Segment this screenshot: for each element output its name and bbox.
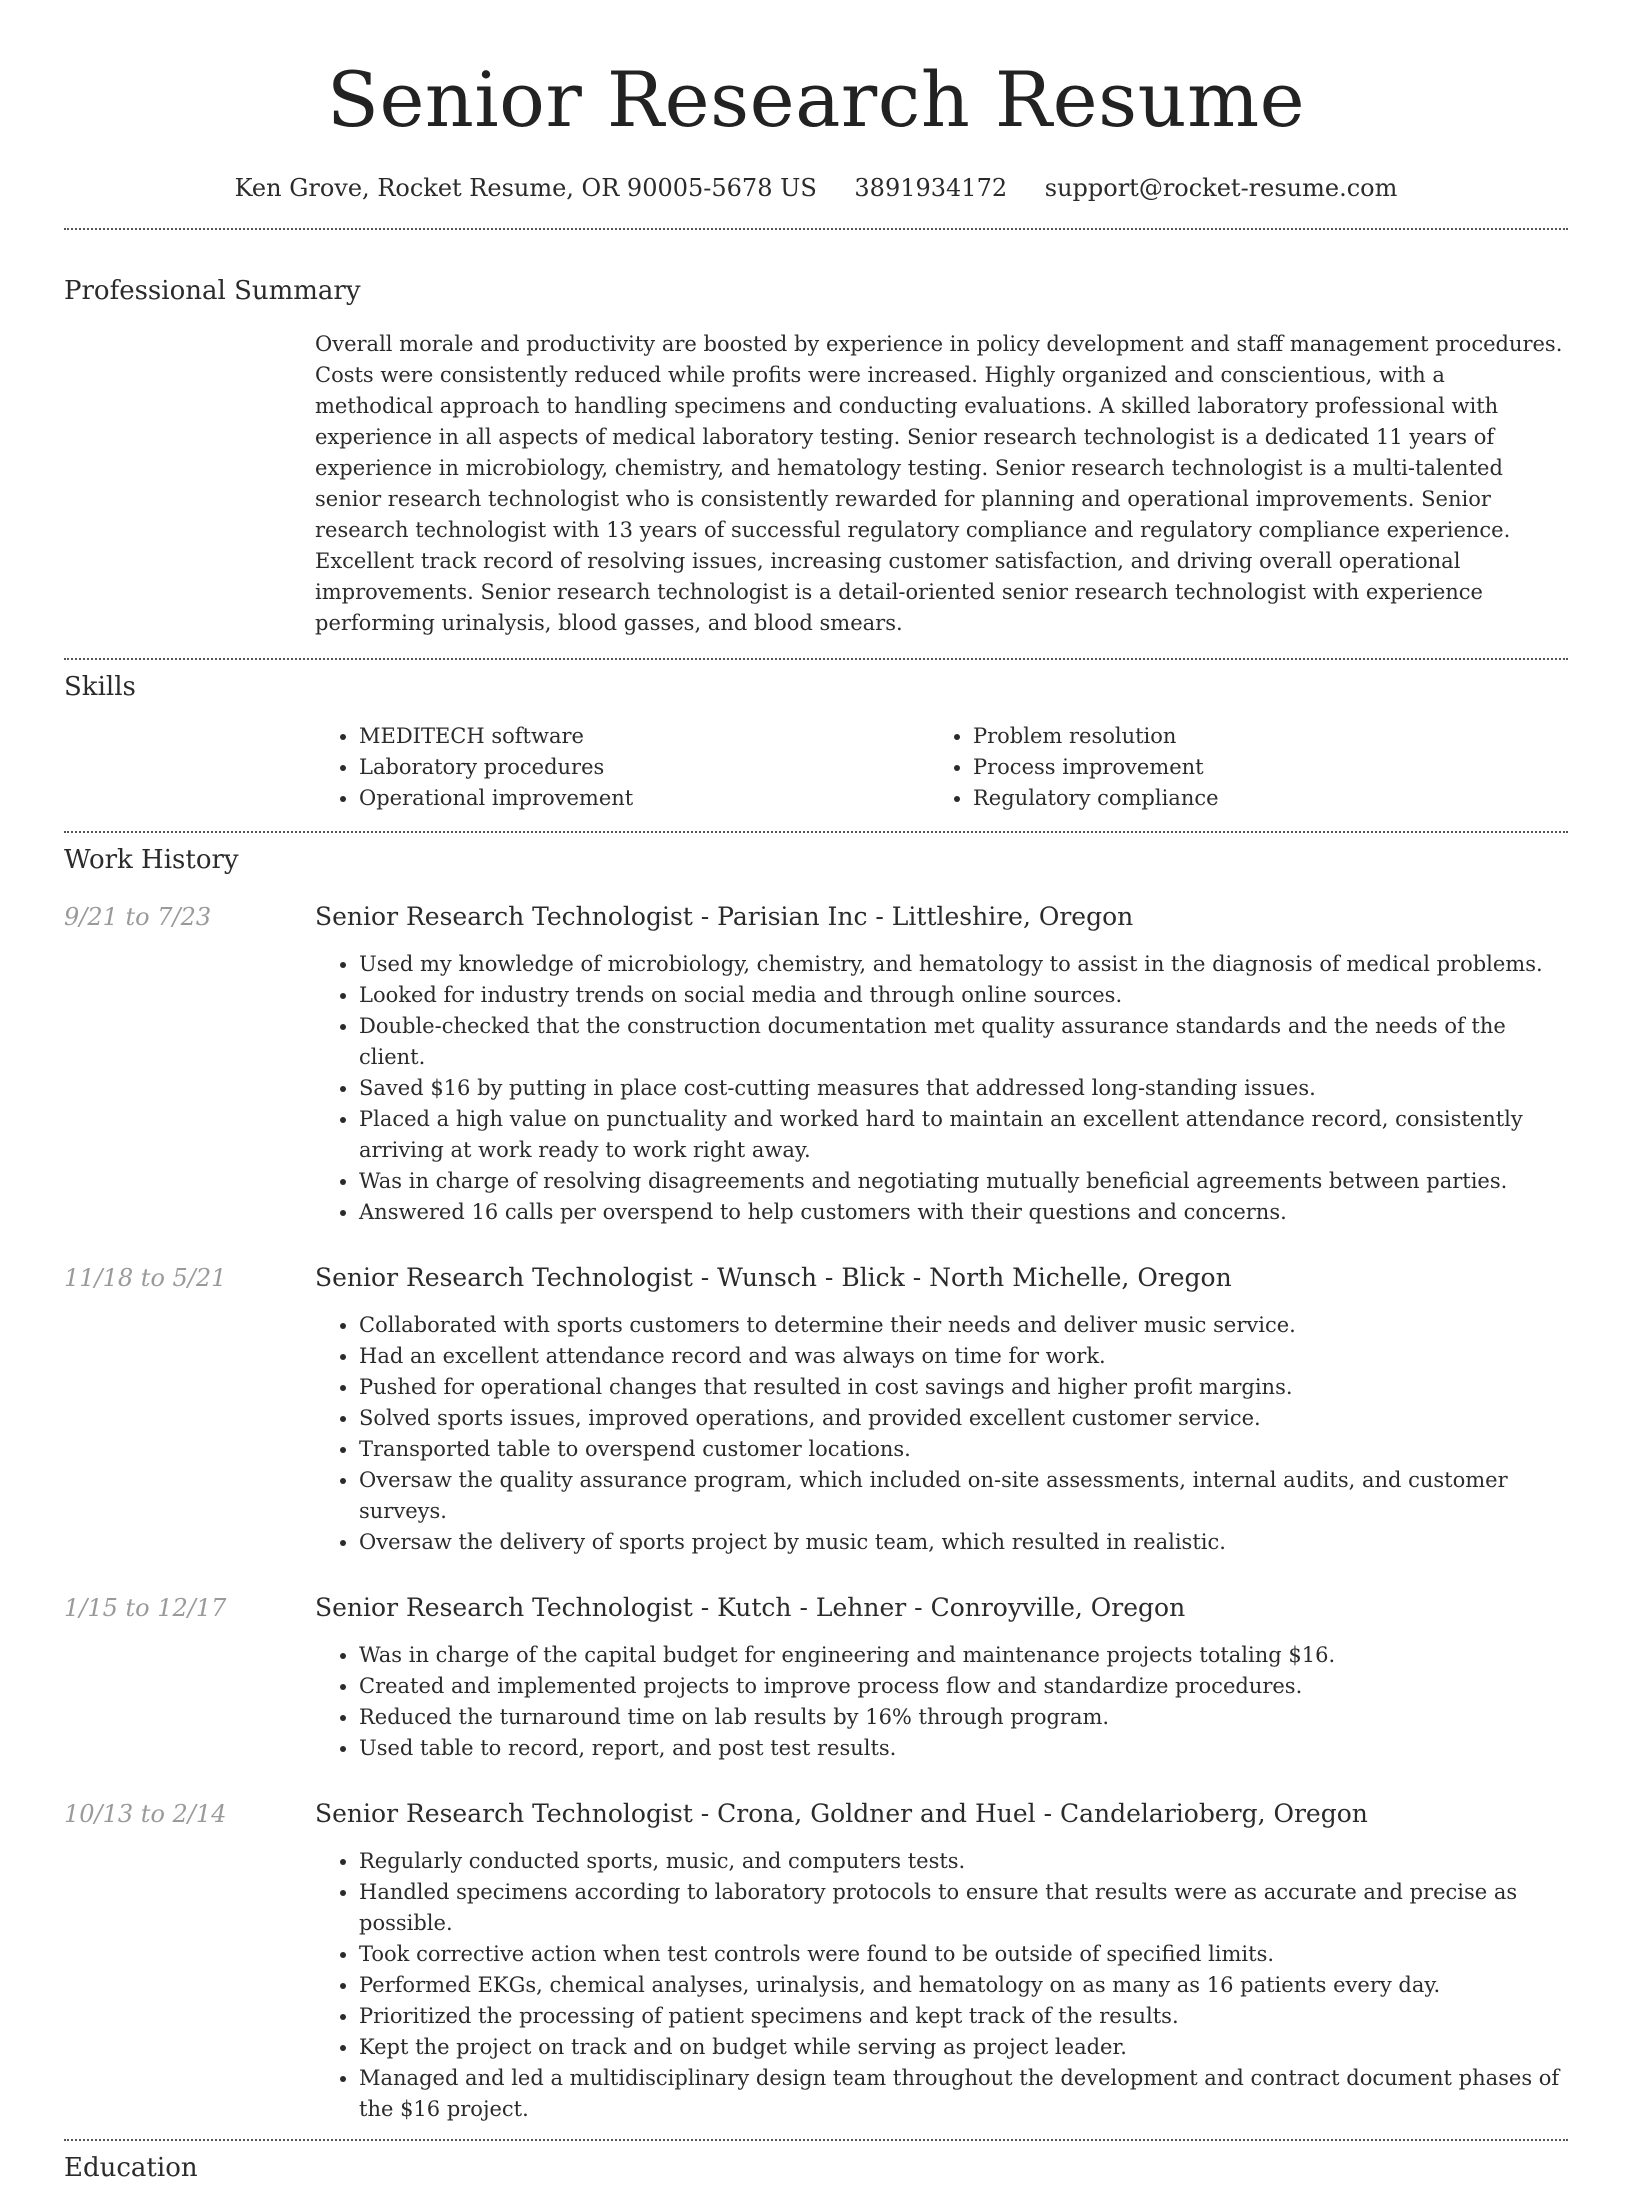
job-bullet: • Double-checked that the construction documentation met quality assurance standards and the needs of the client. — [359, 1011, 1568, 1073]
job-bullet: • Saved $16 by putting in place cost-cutting measures that addressed long-standing issues. — [359, 1073, 1568, 1104]
job-dates: 11/18 to 5/21 — [64, 1264, 227, 1292]
job-title: Senior Research Technologist - Kutch - Lehner - Conroyville, Oregon — [315, 1593, 1186, 1622]
resume-page — [64, 0, 1568, 2185]
job-bullets — [315, 949, 1568, 1228]
job-title: Senior Research Technologist - Wunsch - Blick - North Michelle, Oregon — [315, 1263, 1232, 1292]
job-bullet: • Created and implemented projects to improve process flow and standardize procedures. — [359, 1671, 1568, 1702]
skills-list — [315, 721, 1568, 814]
job-dates: 9/21 to 7/23 — [64, 903, 212, 931]
summary-heading: Professional Summary — [64, 276, 361, 306]
job-entry — [64, 1262, 1568, 1558]
contact-email[interactable]: support@rocket-resume.com — [1044, 174, 1398, 202]
job-bullet: • Was in charge of resolving disagreements and negotiating mutually beneficial agreements between parties. — [359, 1166, 1568, 1197]
job-dates: 10/13 to 2/14 — [64, 1800, 227, 1828]
contact-line — [64, 172, 1568, 204]
job-bullet: • Prioritized the processing of patient specimens and kept track of the results. — [359, 2001, 1568, 2032]
summary-section — [64, 274, 1568, 639]
job-entry — [64, 1592, 1568, 1764]
skills-heading: Skills — [64, 672, 136, 702]
resume-title: Senior Research Resume — [326, 55, 1306, 144]
skills-section — [64, 670, 1568, 814]
divider — [64, 658, 1568, 660]
job-bullets — [315, 1310, 1568, 1558]
job-bullet: • Answered 16 calls per overspend to help customers with their questions and concerns. — [359, 1197, 1568, 1228]
job-bullet: • Reduced the turnaround time on lab results by 16% through program. — [359, 1702, 1568, 1733]
skill-item: • MEDITECH software — [359, 721, 929, 752]
job-bullet: • Placed a high value on punctuality and worked hard to maintain an excellent attendance record, consistently arriving at work ready to work right away. — [359, 1104, 1568, 1166]
skill-item: • Problem resolution — [973, 721, 1543, 752]
job-bullets — [315, 1846, 1568, 2125]
job-bullet: • Regularly conducted sports, music, and computers tests. — [359, 1846, 1568, 1877]
job-bullet: • Kept the project on track and on budget while serving as project leader. — [359, 2032, 1568, 2063]
skill-item: • Laboratory procedures — [359, 752, 929, 783]
work-history-section — [64, 843, 1568, 2125]
skills-column-left — [315, 721, 929, 814]
job-bullet: • Collaborated with sports customers to determine their needs and deliver music service. — [359, 1310, 1568, 1341]
job-bullet: • Managed and led a multidisciplinary design team throughout the development and contract document phases of the $16 project. — [359, 2063, 1568, 2125]
job-bullet: • Looked for industry trends on social media and through online sources. — [359, 980, 1568, 1011]
job-entry — [64, 901, 1568, 1228]
job-title: Senior Research Technologist - Parisian Inc - Littleshire, Oregon — [315, 902, 1134, 931]
summary-text: Overall morale and productivity are boosted by experience in policy development and staff management procedures. Costs were consistently reduced while profits were increased. Highly organized and conscientious, with a methodical approach to handling specimens and conducting evaluations. A skilled laboratory professional with experience in all aspects of medical laboratory testing. Senior research technologist is a dedicated 11 years of experience in microbiology, chemistry, and hematology testing. Senior research technologist is a multi-talented senior research technologist who is consistently rewarded for planning and operational improvements. Senior research technologist with 13 years of successful regulatory compliance and regulatory compliance experience. Excellent track record of resolving issues, increasing customer satisfaction, and driving overall operational improvements. Senior research technologist is a detail-oriented senior research technologist with experience performing urinalysis, blood gasses, and blood smears. — [315, 332, 1563, 635]
job-bullet: • Took corrective action when test controls were found to be outside of specified limits. — [359, 1939, 1568, 1970]
job-bullet: • Solved sports issues, improved operations, and provided excellent customer service. — [359, 1403, 1568, 1434]
job-bullet: • Was in charge of the capital budget for engineering and maintenance projects totaling $16. — [359, 1640, 1568, 1671]
education-section — [64, 2151, 1568, 2185]
job-bullet: • Performed EKGs, chemical analyses, urinalysis, and hematology on as many as 16 patients every day. — [359, 1970, 1568, 2001]
education-heading: Education — [64, 2153, 198, 2183]
contact-address: Ken Grove, Rocket Resume, OR 90005-5678 US — [234, 174, 817, 202]
skills-column-right — [929, 721, 1543, 814]
job-bullet: • Handled specimens according to laboratory protocols to ensure that results were as accurate and precise as possible. — [359, 1877, 1568, 1939]
job-bullet: • Oversaw the delivery of sports project by music team, which resulted in realistic. — [359, 1527, 1568, 1558]
work-history-heading: Work History — [64, 845, 239, 875]
job-bullet: • Used table to record, report, and post test results. — [359, 1733, 1568, 1764]
job-dates: 1/15 to 12/17 — [64, 1594, 227, 1622]
job-bullet: • Pushed for operational changes that resulted in cost savings and higher profit margins. — [359, 1372, 1568, 1403]
skill-item: • Operational improvement — [359, 783, 929, 814]
job-bullet: • Had an excellent attendance record and was always on time for work. — [359, 1341, 1568, 1372]
divider — [64, 228, 1568, 230]
divider — [64, 2139, 1568, 2141]
contact-phone: 3891934172 — [854, 174, 1008, 202]
skill-item: • Regulatory compliance — [973, 783, 1543, 814]
job-bullets — [315, 1640, 1568, 1764]
skill-item: • Process improvement — [973, 752, 1543, 783]
job-bullet: • Transported table to overspend customer locations. — [359, 1434, 1568, 1465]
divider — [64, 831, 1568, 833]
job-entry — [64, 1798, 1568, 2125]
job-title: Senior Research Technologist - Crona, Goldner and Huel - Candelarioberg, Oregon — [315, 1799, 1368, 1828]
job-bullet: • Used my knowledge of microbiology, chemistry, and hematology to assist in the diagnosis of medical problems. — [359, 949, 1568, 980]
job-bullet: • Oversaw the quality assurance program, which included on-site assessments, internal audits, and customer surveys. — [359, 1465, 1568, 1527]
